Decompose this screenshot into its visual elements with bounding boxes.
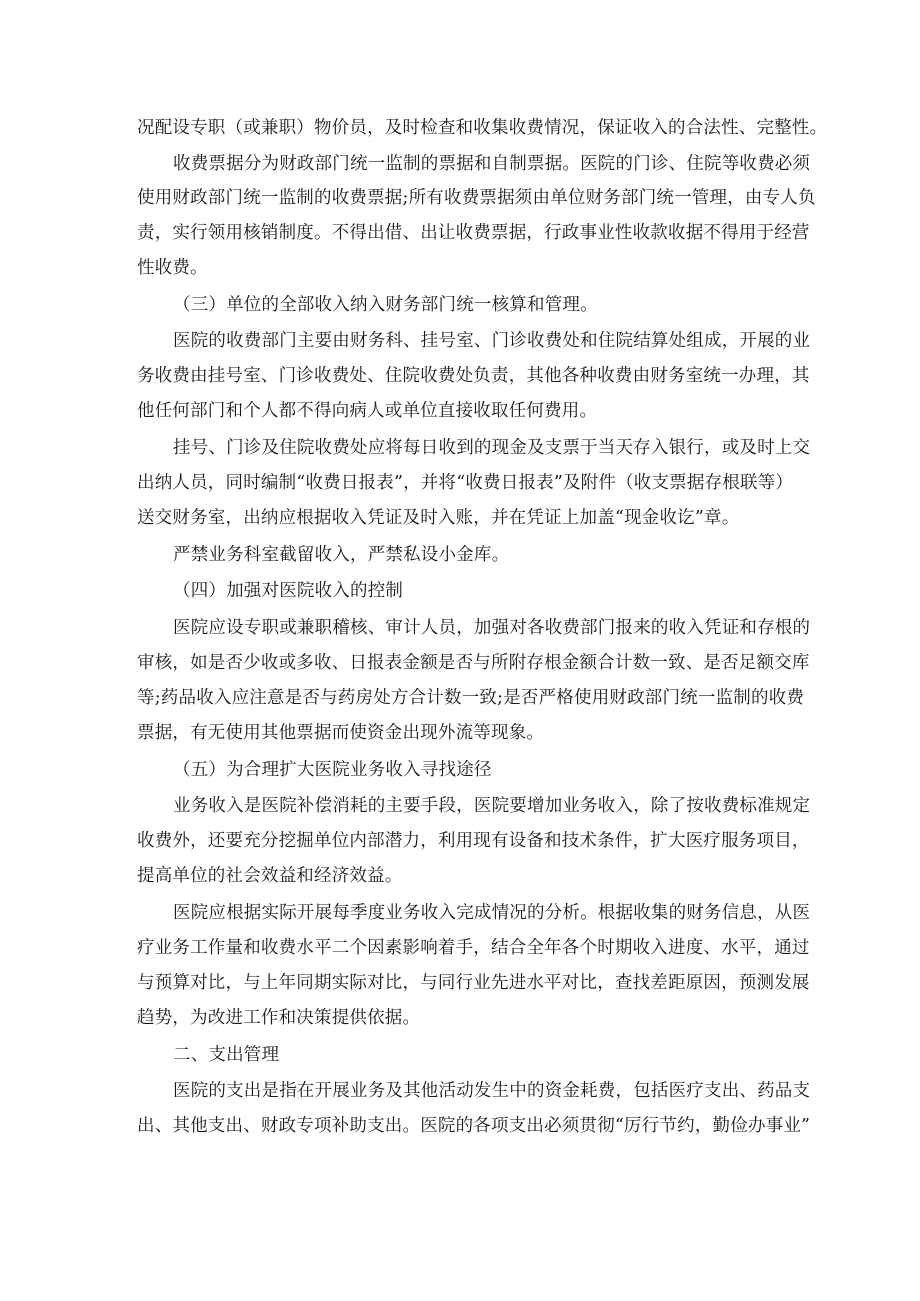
paragraph-line: 送交财务室，出纳应根据收入凭证及时入账，并在凭证上加盖“现金收讫”章。 <box>137 508 740 528</box>
paragraph-line: 性收费。 <box>137 258 208 278</box>
section-heading: （三）单位的全部收入纳入财务部门统一核算和管理。 <box>173 295 598 315</box>
paragraph-line: 责，实行领用核销制度。不得出借、出让收费票据，行政事业性收款收据不得用于经营 <box>137 223 810 243</box>
paragraph-line: 挂号、门诊及住院收费处应将每日收到的现金及支票于当天存入银行，或及时上交 <box>173 438 811 458</box>
section-heading: （五）为合理扩大医院业务收入寻找途径 <box>173 760 492 780</box>
paragraph-line: 严禁业务科室截留收入，严禁私设小金库。 <box>173 545 510 565</box>
paragraph-line: 医院应设专职或兼职稽核、审计人员，加强对各收费部门报来的收入凭证和存根的 <box>173 618 811 638</box>
paragraph-line: 疗业务工作量和收费水平二个因素影响着手，结合全年各个时期收入进度、水平，通过 <box>137 938 810 958</box>
paragraph-line: 医院应根据实际开展每季度业务收入完成情况的分析。根据收集的财务信息，从医 <box>173 903 811 923</box>
paragraph-line: 医院的收费部门主要由财务科、挂号室、门诊收费处和住院结算处组成，开展的业 <box>173 331 811 351</box>
paragraph-line: 出纳人员，同时编制“收费日报表”，并将“收费日报表”及附件（收支票据存根联等） <box>137 473 794 493</box>
paragraph-line: 业务收入是医院补偿消耗的主要手段，医院要增加业务收入，除了按收费标准规定 <box>173 796 811 816</box>
section-heading: （四）加强对医院收入的控制 <box>173 581 404 601</box>
paragraph-line: 出、其他支出、财政专项补助支出。医院的各项支出必须贯彻“厉行节约，勤俭办事业” <box>137 1116 811 1136</box>
paragraph-line: 趋势，为改进工作和决策提供依据。 <box>137 1008 421 1028</box>
paragraph-line: 提高单位的社会效益和经济效益。 <box>137 866 403 886</box>
paragraph-line: 收费外，还要充分挖掘单位内部潜力，利用现有设备和技术条件，扩大医疗服务项目， <box>137 831 810 851</box>
paragraph-line: 与预算对比，与上年同期实际对比，与同行业先进水平对比，查找差距原因，预测发展 <box>137 973 810 993</box>
paragraph-line: 医院的支出是指在开展业务及其他活动发生中的资金耗费，包括医疗支出、药品支 <box>173 1081 811 1101</box>
paragraph-line: 收费票据分为财政部门统一监制的票据和自制票据。医院的门诊、住院等收费必须 <box>173 154 811 174</box>
paragraph-line: 票据，有无使用其他票据而使资金出现外流等现象。 <box>137 723 545 743</box>
paragraph-line: 审核，如是否少收或多收、日报表金额是否与所附存根金额合计数一致、是否足额交库 <box>137 653 810 673</box>
paragraph-line: 等;药品收入应注意是否与药房处方合计数一致;是否严格使用财政部门统一监制的收费 <box>137 688 805 708</box>
paragraph-line: 况配设专职（或兼职）物价员，及时检查和收集收费情况，保证收入的合法性、完整性。 <box>137 118 828 138</box>
section-heading: 二、支出管理 <box>173 1045 280 1065</box>
paragraph-line: 使用财政部门统一监制的收费票据;所有收费票据须由单位财务部门统一管理，由专人负 <box>137 188 816 208</box>
paragraph-line: 他任何部门和个人都不得向病人或单位直接收取任何费用。 <box>137 401 598 421</box>
paragraph-line: 务收费由挂号室、门诊收费处、住院收费处负责，其他各种收费由财务室统一办理，其 <box>137 366 810 386</box>
